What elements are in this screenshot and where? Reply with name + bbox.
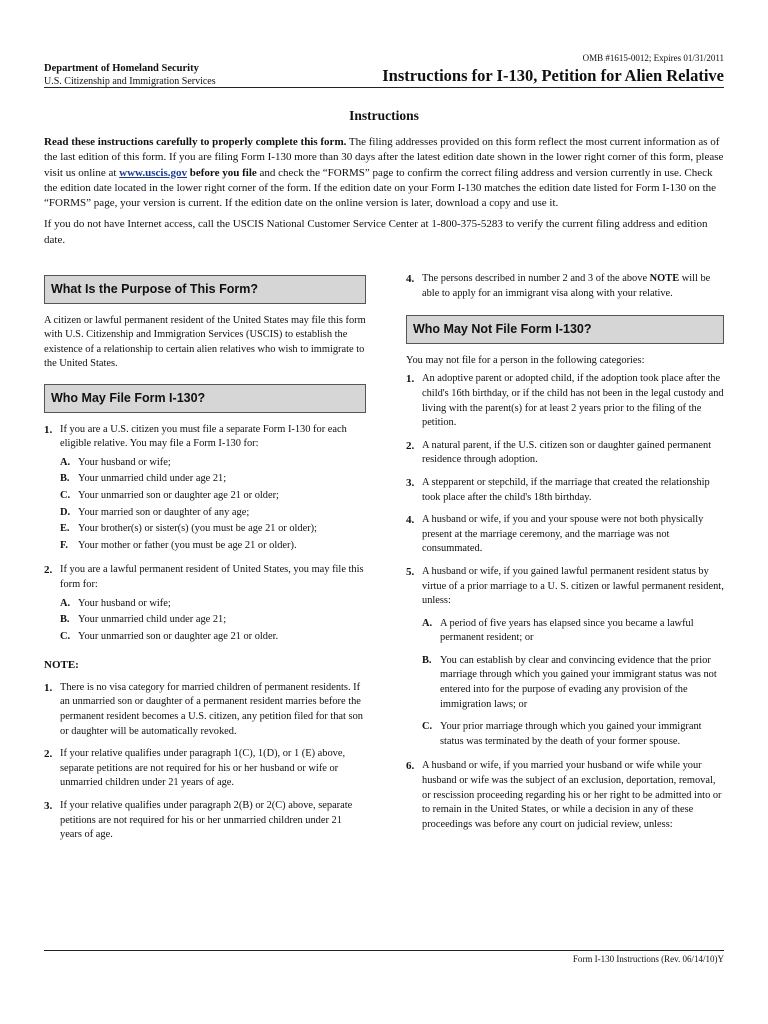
intro-paragraph-2: If you do not have Internet access, call the USCIS National Customer Service Center at 1-800-375-5283 to verify the current filing address and edition date. (44, 218, 708, 246)
item-text: Your husband or wife; (78, 597, 171, 609)
list-item (44, 563, 366, 592)
list-item (406, 513, 724, 557)
lpr-relatives-list (44, 597, 366, 645)
item-text: A husband or wife, if you and your spouse were not both physically present at the marriage ceremony, and the marriage was not consummated. (422, 514, 704, 555)
item-text: Your unmarried child under age 21; (78, 614, 227, 626)
may-not-file-list (406, 372, 724, 608)
item-text: An adoptive parent or adopted child, if the adoption took place after the child's 16th birthday, or if the child has not been in the legal custody and living with the parent(s) for at least 2 years prior to the filing of the petition. (422, 373, 724, 429)
intro-paragraph (44, 135, 724, 211)
item-text: Your mother or father (you must be age 21 or older). (78, 539, 297, 551)
item-letter: B. (60, 473, 70, 485)
item-letter: 4. (406, 514, 415, 527)
item-text: Your husband or wife; (78, 456, 171, 468)
list-item (406, 439, 724, 468)
sub-item (60, 613, 366, 628)
purpose-heading: What Is the Purpose of This Form? (44, 275, 366, 304)
who-may-file-heading: Who May File Form I-130? (44, 384, 366, 413)
intro-section (44, 135, 724, 254)
sub-item (60, 597, 366, 612)
sub-item (60, 489, 366, 504)
item-letter: D. (60, 506, 71, 518)
agency-block (44, 62, 216, 88)
item-letter: A. (60, 456, 71, 468)
intro-text-c: and check the “FORMS” page to confirm the correct filing address and version currently in use. Check the edition date located in the lower right corner of the form. If the edition date on your Form I-130 matches the edition date listed for Form I-130 on the “FORMS” page, your version is current. If the edition date on the online version is later, download a copy and use it. (44, 166, 717, 210)
instructions-heading: Instructions (349, 108, 419, 123)
sub-item (60, 630, 366, 645)
item-text: Your unmarried son or daughter age 21 or older. (78, 630, 279, 642)
sub-item (422, 617, 724, 646)
list-item (44, 747, 366, 791)
item-text: Your prior marriage through which you gained your immigrant status was terminated by the death of your former spouse. (440, 721, 702, 747)
item-text: A natural parent, if the U.S. citizen son or daughter gained permanent residence through adoption. (422, 439, 712, 466)
item-letter: 2. (406, 439, 415, 452)
sub-item (422, 654, 724, 712)
who-may-not-lead: You may not file for a person in the following categories: (406, 354, 645, 366)
item-letter: 2. (44, 748, 53, 761)
list-item (44, 681, 366, 739)
footer-rule (44, 950, 724, 951)
item5-sublist (406, 617, 724, 750)
intro-text-a: The filing addresses provided on this form reflect the most current information as of the last edition of this form. If you are filing Form I-130 more than 30 days after the latest edition date shown in the lower right corner of this form, please visit us online at (44, 136, 724, 179)
purpose-text: A citizen or lawful permanent resident of the United States may file this form with U.S. Citizenship and Immigration Services (USCIS) to establish the existence of a relationship to certain alien relatives who wish to immigrate to the United States. (44, 314, 366, 370)
sub-item (60, 472, 366, 487)
sub-item (60, 539, 366, 554)
item-text: If you are a U.S. citizen you must file a separate Form I-130 for each eligible relative. You may file a Form I-130 for: (60, 423, 347, 450)
item-letter: F. (60, 539, 68, 551)
footer-edition: Form I-130 Instructions (Rev. 06/14/10)Y (572, 954, 724, 964)
item-text: There is no visa category for married children of permanent residents. If an unmarried son or daughter of a permanent resident marries before the permanent resident becomes a U.S. citizen, any petition filed for that son or daughter will be automatically revoked. (60, 681, 363, 737)
item-letter: A. (422, 617, 433, 629)
item-text: Your unmarried son or daughter age 21 or older; (78, 489, 279, 501)
item-letter: B. (60, 614, 70, 626)
omb-number: OMB #1615-0012; Expires 01/31/2011 (582, 53, 724, 63)
department-name: Department of Homeland Security (44, 63, 199, 74)
list-item (44, 423, 366, 452)
item-letter: E. (60, 523, 70, 535)
item-letter: 5. (406, 565, 415, 578)
item-text: A stepparent or stepchild, if the marriage that created the relationship took place after the child's 18th birthday. (422, 476, 710, 503)
item-letter: C. (60, 489, 71, 501)
item-text: Your brother(s) or sister(s) (you must be age 21 or older); (78, 523, 318, 535)
item-number: 4. (406, 273, 415, 285)
notes-list (44, 681, 366, 843)
item-text: If you are a lawful permanent resident of United States, you may file this form for: (60, 564, 364, 590)
item-number: 1. (44, 423, 53, 436)
item-text: A period of five years has elapsed since you became a lawful permanent resident; or (440, 617, 694, 644)
sub-item (60, 522, 366, 537)
sub-item (60, 506, 366, 521)
header-rule (44, 87, 724, 88)
item-text (422, 272, 724, 301)
item-letter: A. (60, 597, 71, 609)
item-letter: 3. (44, 800, 53, 813)
item-text-b: will be able to apply for an immigrant visa along with your relative. (422, 273, 711, 299)
sub-item (60, 456, 366, 471)
item-text: Your married son or daughter of any age; (78, 506, 250, 518)
item-text: If your relative qualifies under paragraph 2(B) or 2(C) above, separate petitions are not required for his or her unmarried children under 21 years of age. (60, 800, 353, 841)
list-item (406, 372, 724, 430)
sub-item (422, 720, 724, 749)
item-text-a: The persons described in number 2 and 3 of the above (422, 273, 650, 284)
item-text: A husband or wife, if you gained lawful permanent resident status by virtue of a prior marriage to a U. S. citizen or lawful permanent resident, unless: (422, 565, 724, 607)
uscis-link[interactable]: www.uscis.gov (119, 166, 188, 179)
list-item (44, 799, 366, 843)
who-may-not-file-heading: Who May Not File Form I-130? (406, 315, 724, 344)
item-letter: C. (422, 721, 433, 733)
item-letter: 3. (406, 476, 415, 489)
item-letter: 1. (44, 681, 53, 694)
left-column (44, 275, 366, 851)
item-letter: 1. (406, 373, 415, 386)
list-item (406, 565, 724, 609)
item-text-note: NOTE (649, 273, 680, 284)
item-letter: C. (60, 630, 71, 642)
agency-name: U.S. Citizenship and Immigration Services (44, 76, 216, 87)
item-text: A husband or wife, if you married your husband or wife while your husband or wife was the subject of an exclusion, deportation, removal, or rescission proceeding regarding his or her right to be admitted into or to remain in the United States, or while a decision in any of these proceedings was before any court on judicial review, unless: (422, 760, 722, 830)
list-item (406, 272, 724, 301)
list-item (406, 476, 724, 505)
intro-bold-lead: Read these instructions carefully to properly complete this form. (44, 136, 347, 148)
item-text: If your relative qualifies under paragraph 1(C), 1(D), or 1 (E) above, separate petitions are not required for his or her husband or wife or unmarried children under 21 years of age. (60, 748, 346, 789)
item-letter: B. (422, 654, 432, 666)
right-column (406, 272, 724, 840)
page-title: Instructions for I-130, Petition for Alien Relative (382, 66, 724, 85)
list-item (406, 759, 724, 832)
item-text: You can establish by clear and convincing evidence that the prior marriage through which you gained your immigrant status was not entered into for the purpose of evading any provision of the immigration laws; or (440, 654, 717, 710)
intro-before-you-file: before you file (187, 166, 257, 179)
item-number: 2. (44, 564, 53, 577)
note-heading: NOTE: (44, 659, 79, 672)
item-number: 6. (406, 760, 415, 773)
citizen-relatives-list (44, 456, 366, 554)
item-text: Your unmarried child under age 21; (78, 473, 227, 485)
